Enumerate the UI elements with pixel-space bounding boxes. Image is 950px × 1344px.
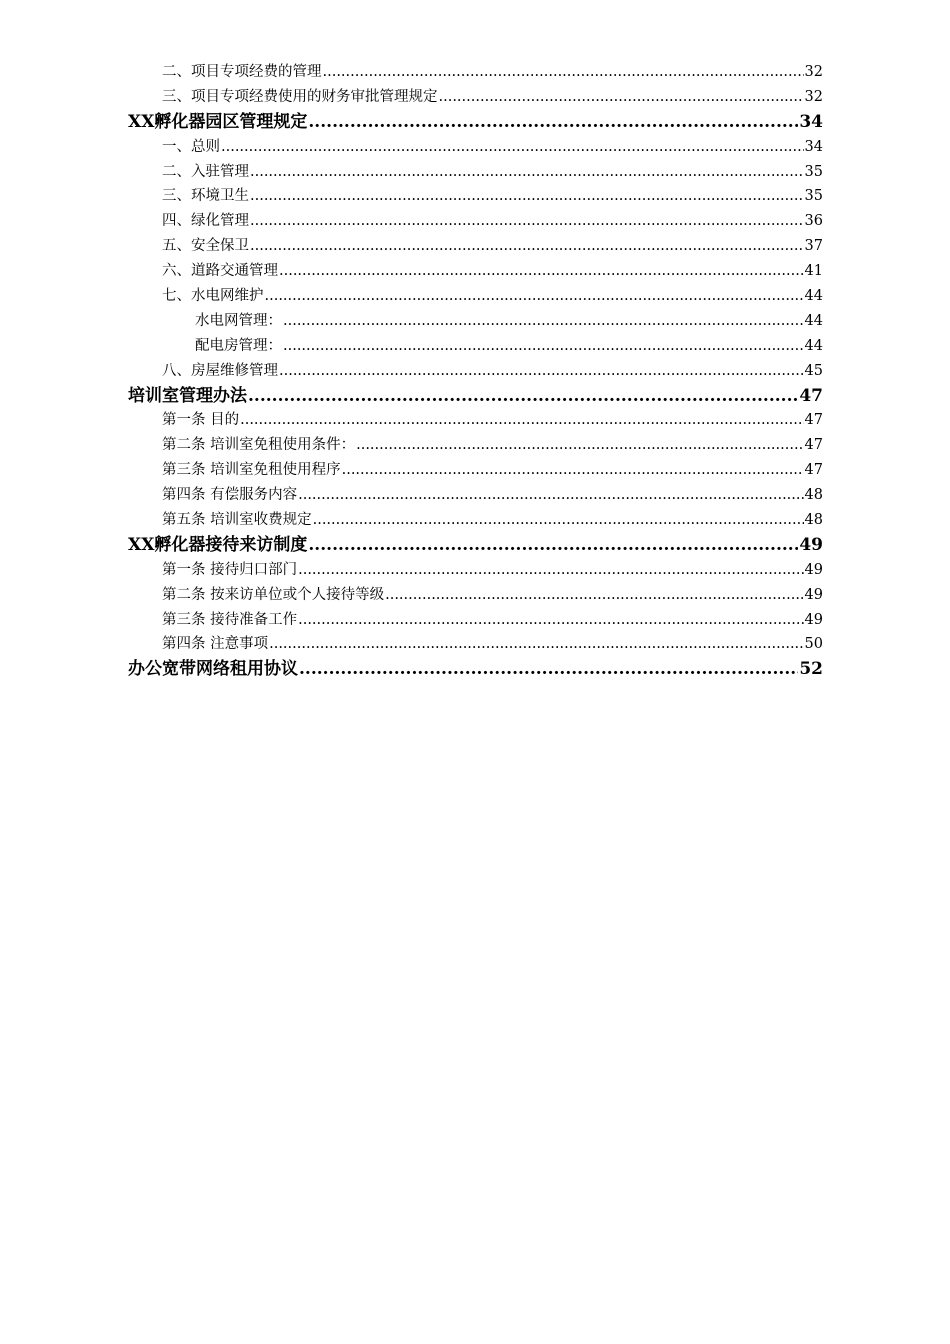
toc-entry-title: 八、房屋维修管理: [162, 362, 278, 379]
toc-entry-title: 办公宽带网络租用协议: [128, 659, 298, 680]
toc-page-number: 44: [804, 288, 823, 305]
toc-entry[interactable]: [128, 483, 823, 508]
toc-entry-title: 第三条 培训室免租使用程序: [162, 462, 341, 479]
dot-leader: [298, 558, 803, 583]
toc-page-number: 45: [804, 362, 823, 379]
toc-entry-title: 第二条 培训室免租使用条件：: [162, 437, 356, 454]
toc-entry-title: 第五条 培训室收费规定: [162, 512, 312, 529]
toc-page-number: 35: [804, 163, 823, 180]
toc-entry-title: 五、安全保卫: [162, 238, 249, 255]
dot-leader: [298, 608, 803, 633]
toc-entry-title: 六、道路交通管理: [162, 263, 278, 280]
dot-leader: [250, 234, 804, 259]
toc-entry[interactable]: [128, 160, 823, 185]
toc-entry[interactable]: [128, 209, 823, 234]
toc-entry[interactable]: [128, 608, 823, 633]
dot-leader: [250, 184, 804, 209]
dot-leader: [323, 60, 804, 85]
toc-entry-title: 七、水电网维护: [162, 288, 264, 305]
dot-leader: [385, 583, 803, 608]
dot-leader: [298, 483, 803, 508]
toc-entry-title: XX孵化器园区管理规定: [128, 111, 308, 132]
toc-page-number: 41: [804, 263, 823, 280]
toc-entry-title: 第一条 接待归口部门: [162, 561, 298, 578]
dot-leader: [283, 309, 804, 334]
dot-leader: [313, 508, 804, 533]
toc-entry[interactable]: [128, 85, 823, 110]
toc-subentry[interactable]: [128, 334, 823, 359]
toc-entry-title: 第四条 注意事项: [162, 636, 269, 653]
toc-entry-title: 第三条 接待准备工作: [162, 611, 298, 628]
toc-entry[interactable]: [128, 184, 823, 209]
toc-entry-title: 一、总则: [162, 138, 220, 155]
toc-entry-title: 二、项目专项经费的管理: [162, 64, 322, 80]
toc-page-number: 47: [804, 437, 823, 454]
dot-leader: [265, 284, 804, 309]
toc-page-number: 32: [804, 64, 823, 80]
toc-section-heading[interactable]: [128, 110, 823, 135]
toc-page-number: 37: [804, 238, 823, 255]
toc-section-heading[interactable]: [128, 533, 823, 558]
toc-entry-title: 二、入驻管理: [162, 163, 249, 180]
toc-entry[interactable]: [128, 433, 823, 458]
dot-leader: [240, 408, 803, 433]
toc-page-number: 35: [804, 188, 823, 205]
toc-entry-title: 第四条 有偿服务内容: [162, 487, 298, 504]
toc-page-number: 47: [804, 462, 823, 479]
dot-leader: [308, 533, 798, 558]
toc-page-number: 49: [804, 561, 823, 578]
toc-entry[interactable]: [128, 458, 823, 483]
toc-entry[interactable]: [128, 135, 823, 160]
toc-entry[interactable]: [128, 583, 823, 608]
toc-page-number: 49: [804, 586, 823, 603]
dot-leader: [308, 110, 798, 135]
toc-section-heading[interactable]: [128, 384, 823, 409]
toc-page-number: 48: [804, 487, 823, 504]
toc-entry[interactable]: [128, 408, 823, 433]
dot-leader: [439, 85, 804, 110]
toc-page-number: 49: [799, 534, 823, 555]
toc-entry[interactable]: [128, 234, 823, 259]
toc-page-number: 34: [804, 138, 823, 155]
dot-leader: [279, 259, 804, 284]
toc-entry-title: 配电房管理：: [195, 337, 282, 354]
toc-entry[interactable]: [128, 284, 823, 309]
dot-leader: [299, 657, 798, 682]
dot-leader: [279, 359, 804, 384]
dot-leader: [269, 632, 803, 657]
toc-entry-title: 三、环境卫生: [162, 188, 249, 205]
toc-entry-title: 水电网管理：: [195, 312, 282, 329]
toc-entry[interactable]: [128, 259, 823, 284]
toc-subentry[interactable]: [128, 309, 823, 334]
toc-page-number: 47: [804, 412, 823, 429]
toc-entry[interactable]: [128, 632, 823, 657]
toc-section-heading[interactable]: [128, 657, 823, 682]
toc-entry-title: 三、项目专项经费使用的财务审批管理规定: [162, 88, 438, 105]
toc-page-number: 50: [804, 636, 823, 653]
toc-page-number: 36: [804, 213, 823, 230]
toc-entry-title: 四、绿化管理: [162, 213, 249, 230]
dot-leader: [250, 209, 804, 234]
toc-entry[interactable]: [128, 508, 823, 533]
toc-page-number: 44: [804, 337, 823, 354]
toc-entry-title: XX孵化器接待来访制度: [128, 534, 308, 555]
toc-page-number: 32: [804, 88, 823, 105]
dot-leader: [356, 433, 803, 458]
dot-leader: [250, 160, 804, 185]
toc-entry-title: 培训室管理办法: [128, 385, 247, 406]
toc-entry[interactable]: [128, 359, 823, 384]
table-of-contents: [128, 60, 823, 682]
toc-page-number: 47: [799, 385, 823, 406]
toc-page-number: 34: [799, 111, 823, 132]
toc-entry[interactable]: [128, 60, 823, 85]
toc-entry[interactable]: [128, 558, 823, 583]
dot-leader: [248, 384, 798, 409]
dot-leader: [221, 135, 804, 160]
toc-page-number: 48: [804, 512, 823, 529]
dot-leader: [283, 334, 804, 359]
toc-entry-title: 第一条 目的: [162, 412, 240, 429]
dot-leader: [342, 458, 804, 483]
toc-page-number: 49: [804, 611, 823, 628]
toc-page-number: 44: [804, 312, 823, 329]
toc-page-number: 52: [799, 659, 823, 680]
toc-entry-title: 第二条 按来访单位或个人接待等级: [162, 586, 385, 603]
